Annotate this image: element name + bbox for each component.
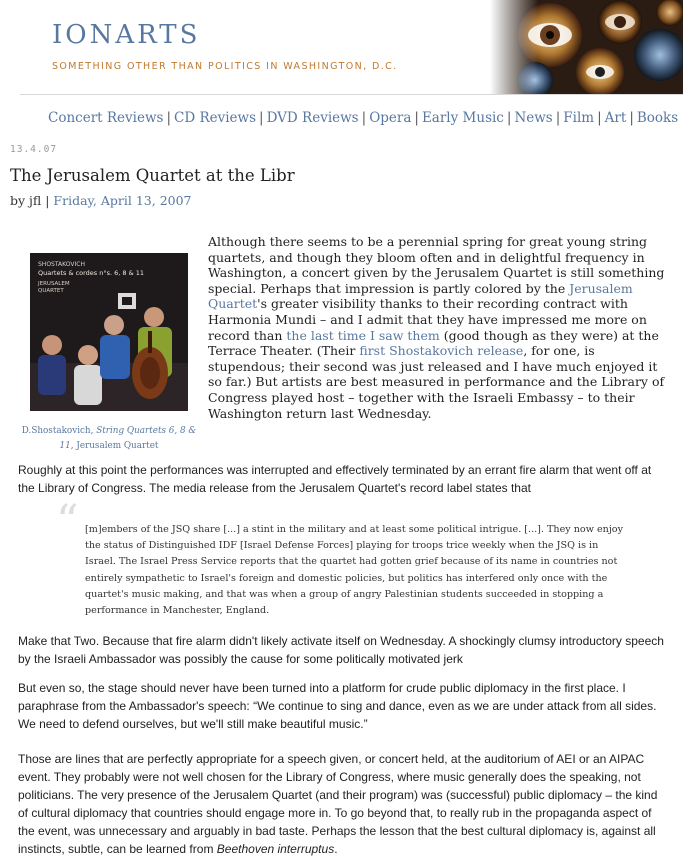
header-collage-image: [490, 0, 683, 95]
intro-text-4: , for one, is stupendous; their second was just released and I have much enjoyed it so far.) But artists are best measured in performance and the Library of Congress played host – together with the Israeli Embassy – to their Washington return last Wednesday.: [208, 343, 665, 421]
paragraph-public-diplomacy: But even so, the stage should never have been turned into a platform for crude public diplomacy in the first place. I paraphrase from the Ambassador's speech: “We continue to sing and dance, even as we are under attack from all sides. We need to defend ourselves, but we'll still make beautiful music.”: [18, 681, 657, 731]
eye-collage-icon: [490, 0, 683, 95]
nav-news[interactable]: News: [514, 110, 553, 126]
nav-separator: |: [259, 110, 264, 126]
intro-text-1: Although there seems to be a perennial spring for great young string quartets, and though they bloom often and in delightful frequency in Washington, a concert given by the Jerusalem Quartet is still something special. Perhaps that impression is partly colored by the: [208, 234, 665, 296]
nav-dvd-reviews[interactable]: DVD Reviews: [266, 110, 359, 126]
cover-text-ensemble-2: QUARTET: [38, 288, 64, 294]
intro-text-2: 's greater visibility thanks to their recording contract with Harmonia Mundi – and I admit that they have impressed me more on record than: [208, 296, 647, 343]
blog-header: [20, 0, 683, 95]
post-date-link[interactable]: Friday, April 13, 2007: [53, 193, 192, 208]
nav-separator: |: [414, 110, 419, 126]
nav-opera[interactable]: Opera: [369, 110, 412, 126]
intro-text-3: (good though as they were) at the Terrace Theater. (Their: [208, 327, 659, 359]
nav-separator: |: [629, 110, 634, 126]
paragraph-make-that-two: Make that Two. Because that fire alarm didn't likely activate itself on Wednesday. A shockingly clumsy introductory speech by the Israeli Ambassador was possibly the cause for some politically motivated jerk: [18, 634, 664, 666]
press-release-quote: [m]embers of the JSQ share [...] a stint in the military and at least some political intrigue. [...]. They now enjoy the status of Distinguished IDF [Israel Defense Forces] playing for troops trice weekly when the JSQ is in Israel. The Israel Press Service reports that the quartet had gotten grief because of its name in countries not entirely sympathetic to Israel's foreign and domestic policies, but politics has interfered only once with the quartet's music making, and that was when a group of angry Palestinian students succeeded in stopping a performance in Manchester, England.: [85, 524, 623, 617]
nav-separator: |: [506, 110, 512, 126]
nav-art[interactable]: Art: [604, 110, 627, 126]
post-title[interactable]: The Jerusalem Quartet at the Libr: [10, 166, 295, 185]
caption-title: String Quartets 6, 8 & 11: [59, 426, 197, 451]
top-navigation: [48, 110, 678, 126]
jerusalem-quartet-link[interactable]: Jerusalem Quartet: [208, 280, 633, 312]
post-byline: [10, 193, 192, 208]
conclusion-end: .: [334, 842, 338, 856]
nav-separator: |: [555, 110, 561, 126]
nav-concert-reviews[interactable]: Concert Reviews: [48, 110, 164, 126]
album-cover-image[interactable]: [30, 253, 188, 411]
shostakovich-release-link[interactable]: first Shostakovich release: [359, 343, 524, 359]
cover-text-works: Quartets & cordes n°s. 6, 8 & 11: [38, 269, 145, 277]
cover-text-composer: SHOSTAKOVICH: [38, 261, 85, 268]
last-time-link[interactable]: the last time I saw them: [286, 327, 440, 343]
caption-ensemble: , Jerusalem Quartet: [70, 441, 159, 451]
paragraph-conclusion: [18, 750, 668, 858]
byline-author: by jfl |: [10, 193, 50, 208]
nav-separator: |: [597, 110, 602, 126]
date-header: 13.4.07: [10, 144, 58, 155]
intro-paragraph: [208, 234, 673, 421]
nav-early-music[interactable]: Early Music: [421, 110, 504, 126]
nav-cd-reviews[interactable]: CD Reviews: [174, 110, 257, 126]
site-tagline: SOMETHING OTHER THAN POLITICS IN WASHINGTON, D.C.: [52, 61, 398, 72]
album-cover-art: [30, 253, 188, 411]
nav-books[interactable]: Books: [636, 110, 679, 126]
conclusion-text: Those are lines that are perfectly appropriate for a speech given, or concert held, at the auditorium of AEI or an AIPAC event. They probably were not well chosen for the Library of Congress, where music generally does the speaking, not politicians. The very presence of the Jerusalem Quartet (and their program) was (successful) public diplomacy – the kind of cultural diplomacy that countries should engage more in. To go beyond that, to really rub in the propaganda aspect of the event, was unnecessary and arguably in bad taste. Perhaps the lesson that the best cultural diplomacy is, against all instincts, subtle, can be learned from: [18, 752, 658, 856]
site-title[interactable]: IONARTS: [52, 20, 201, 50]
paragraph-fire-alarm: Roughly at this point the performances was interrupted and effectively terminated by an errant fire alarm that went off at the Library of Congress. The media release from the Jerusalem Quartet's record label states that: [18, 463, 652, 495]
nav-separator: |: [166, 110, 172, 126]
nav-film[interactable]: Film: [563, 110, 595, 126]
beethoven-interruptus: Beethoven interruptus: [216, 842, 335, 856]
caption-composer: D.Shostakovich,: [21, 426, 94, 436]
cover-text-ensemble: JERUSALEM: [38, 281, 70, 287]
quote-mark-icon: “: [56, 496, 79, 547]
album-caption: [18, 424, 200, 454]
nav-separator: |: [361, 110, 367, 126]
